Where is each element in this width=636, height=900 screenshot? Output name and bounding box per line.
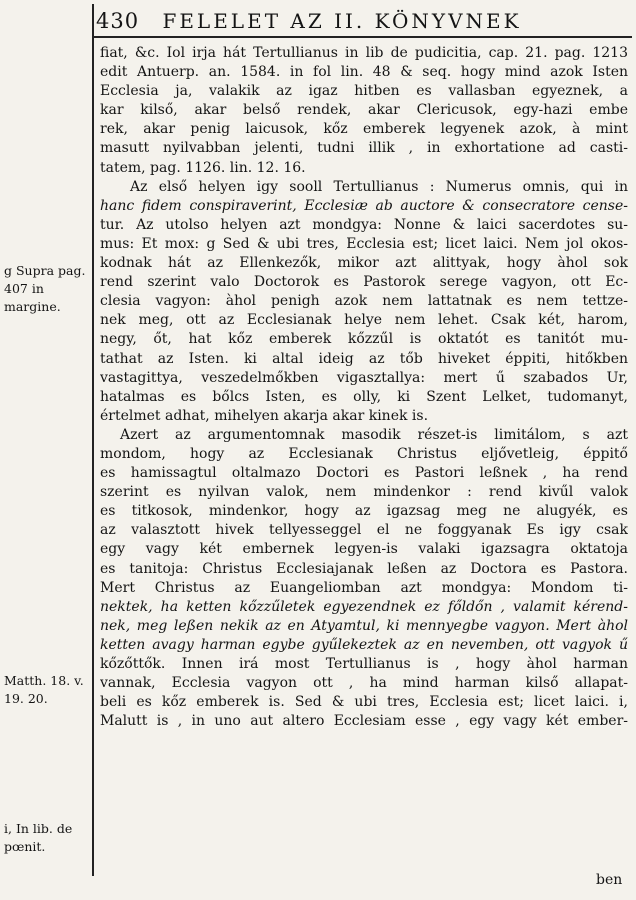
text-line: hatalmas es bőlcs Isten, es olly, ki Szent Lelket, tudomanyt, (100, 388, 628, 405)
text-line: Mert Christus az Euangeliomban azt mondgya: Mondom ti- (100, 579, 628, 596)
text-line: tur. Az utolso helyen azt mondgya: Nonne & laici sacerdotes su- (100, 216, 628, 233)
text-line: nek meg, ott az Ecclesianak helye nem lehet. Csak két, harom, (100, 312, 628, 329)
text-line: es titkosok, mindenkor, hogy az igazsag meg ne alugyék, es (100, 503, 628, 520)
header-rule (92, 36, 632, 38)
text-line: nektek, ha ketten kőzzűletek egyezendnek ez főldőn , valamit kérend- (100, 598, 628, 615)
body-text (100, 44, 628, 731)
text-line: az valasztott hivek tellyesseggel el ne foggyanak Es igy csak (100, 522, 628, 539)
text-line: es hamissagtul oltalmazo Doctori es Pastori leßnek , ha rend (100, 465, 628, 482)
running-header (96, 6, 626, 36)
text-line: Ecclesia ja, valakik az igaz hitben es vallasban egyeznek, a (100, 83, 628, 100)
page-number: 430 (96, 9, 140, 33)
text-line: negy, őt, hat kőz emberek kőzzűl is oktatót es tanitót mu- (100, 331, 628, 348)
margin-rule (92, 4, 94, 876)
text-line: ketten avagy harman egybe gyűlekeztek az en nevemben, ott vagyok ű (100, 636, 628, 653)
running-title: FELELET AZ II. KÖNYVNEK (162, 9, 522, 33)
text-line: hanc fidem conspiraverint, Ecclesiæ ab auctore & consecratore cense- (100, 197, 628, 214)
text-line: kőzőttők. Innen irá most Tertullianus is , hogy àhol harman (100, 656, 628, 672)
text-line: egy vagy két embernek legyen-is valaki igazsagra oktatoja (100, 541, 628, 558)
text-line: vannak, Ecclesia vagyon ott , ha mind harman kilső allapat- (100, 675, 628, 692)
text-line: tatem, pag. 1126. lin. 12. 16. (100, 159, 306, 176)
text-line: nek, meg leßen nekik az en Atyamtul, ki mennyegbe vagyon. Mert àhol (100, 617, 628, 634)
text-line: értelmet adhat, mihelyen akarja akar kinek is. (100, 407, 429, 424)
text-line: beli es kőz emberek is. Sed & ubi tres, Ecclesia est; licet laici. i, (100, 694, 628, 711)
catchword: ben (596, 872, 623, 888)
text-line: Malutt is , in uno aut altero Ecclesiam esse , egy vagy két ember- (100, 713, 628, 730)
text-line: rend szerint valo Doctorok es Pastorok serege vagyon, ott Ec- (100, 274, 628, 291)
text-line: rek, akar penig laicusok, kőz emberek legyenek azok, à mint (100, 121, 628, 138)
text-line: Azert az argumentomnak masodik részet-is limitálom, s azt (120, 426, 628, 443)
text-line: szerint es nyilvan valok, nem mindenkor : rend kivűl valok (100, 484, 628, 501)
text-line: edit Antuerp. an. 1584. in fol lin. 48 & seq. hogy mind azok Isten (100, 64, 628, 81)
text-line: kar kilső, akar belső rendek, akar Clericusok, egy-hazi embe (100, 102, 628, 119)
text-line: mus: Et mox: g Sed & ubi tres, Ecclesia est; licet laici. Nem jol okos- (100, 235, 628, 252)
text-line: tathat az Isten. ki altal ideig az tőb hiveket éppiti, hitőkben (100, 350, 628, 367)
text-line: masutt nyilvabban jelenti, tudni illik , in exhortatione ad casti- (100, 140, 628, 157)
text-line: clesia vagyon: àhol penigh azok nem lattatnak es nem tettze- (100, 293, 628, 310)
margin-note: i, In lib. de pœnit. (4, 821, 73, 854)
margin-note: Matth. 18. v. 19. 20. (4, 673, 84, 706)
margin-note: g Supra pag. 407 in margine. (4, 263, 86, 314)
text-line: Az első helyen igy sooll Tertullianus : Numerus omnis, qui in (130, 178, 628, 195)
text-line: mondom, hogy az Ecclesianak Christus eljővetleig, éppitő (100, 445, 628, 462)
text-line: kodnak hát az Ellenkezők, mikor azt alittyak, hogy àhol sok (100, 255, 628, 272)
text-line: vastagittya, veszedelmőkben vigasztallya: mert ű szabados Ur, (100, 369, 628, 386)
text-line: es tanitoja: Christus Ecclesiajanak leßen az Doctora es Pastora. (100, 560, 628, 577)
text-line: fiat, &c. Iol irja hát Tertullianus in lib de pudicitia, cap. 21. pag. 1213 (100, 45, 628, 61)
